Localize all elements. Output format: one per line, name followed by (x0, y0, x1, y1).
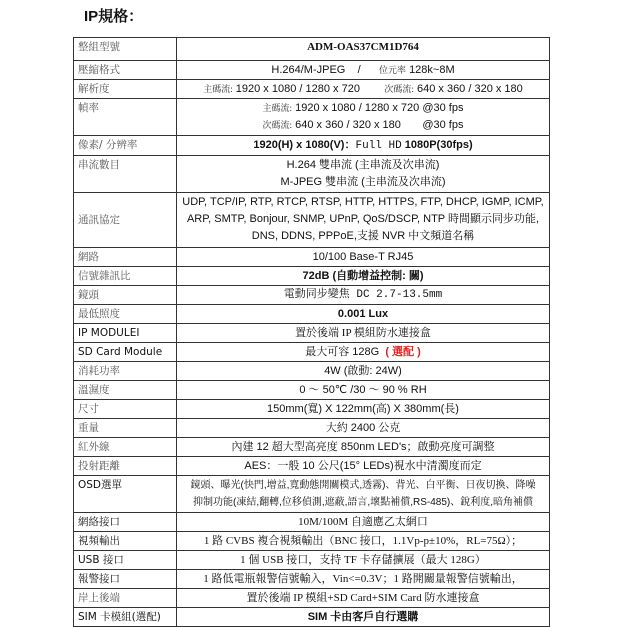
row-label: 溫濕度 (74, 381, 177, 400)
table-row (74, 324, 550, 343)
table-row (74, 589, 550, 608)
table-row (74, 551, 550, 570)
table-row (74, 362, 550, 381)
usb-port-value: 1 個 USB 接口，支持 TF 卡存儲擴展（最大 128G） (177, 551, 550, 570)
row-label: 重量 (74, 419, 177, 438)
ip-module-value: 置於後端 IP 模組防水連接盒 (177, 324, 550, 343)
temp-humidity-value: 0 ～ 50℃ /30 ～ 90 % RH (177, 381, 550, 400)
table-row (74, 267, 550, 286)
table-row (74, 381, 550, 400)
table-row (74, 136, 550, 156)
table-row (74, 248, 550, 267)
row-label: 網路 (74, 248, 177, 267)
alarm-port-value: 1 路低電瓶報警信號輸入，Vin<=0.3V；1 路開關量報警信號輸出， (177, 570, 550, 589)
row-label: USB 接口 (74, 551, 177, 570)
row-label: 報警接口 (74, 570, 177, 589)
table-row (74, 400, 550, 419)
table-row (74, 286, 550, 305)
row-label: 壓縮格式 (74, 61, 177, 80)
spec-table (73, 37, 550, 627)
row-label: 尺寸 (74, 400, 177, 419)
dimensions-value: 150mm(寬) X 122mm(高) X 380mm(長) (177, 400, 550, 419)
table-row (74, 570, 550, 589)
row-label: SD Card Module (74, 343, 177, 362)
row-label: IP MODULEI (74, 324, 177, 343)
table-row (74, 457, 550, 476)
row-label: 像素/ 分辨率 (74, 136, 177, 156)
network-port-value: 10M/100M 自適應乙太網口 (177, 513, 550, 532)
table-row (74, 419, 550, 438)
shore-backend-value: 置於後端 IP 模組+SD Card+SIM Card 防水連接盒 (177, 589, 550, 608)
table-row (74, 532, 550, 551)
protocols-value: UDP, TCP/IP, RTP, RTCP, RTSP, HTTP, HTTPS, FTP, DHCP, IGMP, ICMP, ARP, SMTP, Bonjour, SNMP, UPnP, QoS/DSCP, NTP 時間顯示同步功能, DNS, DDNS, PPPoE,支援 NVR 中文頻道名稱 (177, 193, 550, 248)
compression-value: H.264/M-JPEG / 位元率 128k~8M (177, 61, 550, 80)
row-label: 網絡接口 (74, 513, 177, 532)
row-label: 解析度 (74, 80, 177, 99)
row-label: 鏡頭 (74, 286, 177, 305)
row-label: 紅外線 (74, 438, 177, 457)
lens-value: 電動同步變焦 DC 2.7-13.5mm (177, 286, 550, 305)
row-label: 投射距離 (74, 457, 177, 476)
table-row (74, 99, 550, 136)
row-label: SIM 卡模組(選配) (74, 608, 177, 627)
table-row (74, 513, 550, 532)
table-row (74, 476, 550, 513)
table-row (74, 61, 550, 80)
table-row (74, 38, 550, 61)
row-label: 視頻輸出 (74, 532, 177, 551)
pixel-value: 1920(H) x 1080(V)：Full HD 1080P(30fps) (177, 136, 550, 156)
video-output-value: 1 路 CVBS 複合視頻輸出（BNC 接口，1.1Vp-p±10%，RL=75Ω）； (177, 532, 550, 551)
infrared-value: 內建 12 超大型高亮度 850nm LED's；啟動亮度可調整 (177, 438, 550, 457)
table-row (74, 608, 550, 627)
table-row (74, 438, 550, 457)
min-illumination-value: 0.001 Lux (177, 305, 550, 324)
snr-value: 72dB (自動增益控制: 關) (177, 267, 550, 286)
table-row (74, 305, 550, 324)
osd-menu-value: 鏡頭、曝光(快門,增益,寬動態開關模式,透霧)、背光、白平衡、日夜切換、降噪 抑制功能(凍結,翻轉,位移偵測,遮蔽,語言,壞點補償,RS-485)、銳利度,暗角補償 (177, 476, 550, 513)
sd-card-value: 最大可容 128G ( 選配 ) (177, 343, 550, 362)
row-label: 消耗功率 (74, 362, 177, 381)
power-value: 4W (啟動: 24W) (177, 362, 550, 381)
weight-value: 大約 2400 公克 (177, 419, 550, 438)
row-label: 岸上後端 (74, 589, 177, 608)
row-label: 最低照度 (74, 305, 177, 324)
sim-module-value: SIM 卡由客戶自行選購 (177, 608, 550, 627)
row-label: OSD選單 (74, 476, 177, 513)
row-label: 通訊協定 (74, 193, 177, 248)
table-row (74, 343, 550, 362)
table-row (74, 193, 550, 248)
table-row (74, 80, 550, 99)
row-label: 幀率 (74, 99, 177, 136)
projection-distance-value: AES：一般 10 公尺(15° LEDs)視水中清濁度而定 (177, 457, 550, 476)
row-label: 整組型號 (74, 38, 177, 61)
model-value: ADM-OAS37CM1D764 (177, 38, 550, 61)
table-row (74, 156, 550, 193)
page-heading: IP規格： (84, 8, 144, 25)
framerate-value: 主碼流: 1920 x 1080 / 1280 x 720 @30 fps 次碼流: 640 x 360 / 320 x 180 @30 fps (177, 99, 550, 136)
row-label: 信號雜訊比 (74, 267, 177, 286)
row-label: 串流數目 (74, 156, 177, 193)
network-value: 10/100 Base-T RJ45 (177, 248, 550, 267)
streams-value: H.264 雙串流 (主串流及次串流) M-JPEG 雙串流 (主串流及次串流) (177, 156, 550, 193)
resolution-value: 主碼流: 1920 x 1080 / 1280 x 720 次碼流: 640 x 360 / 320 x 180 (177, 80, 550, 99)
